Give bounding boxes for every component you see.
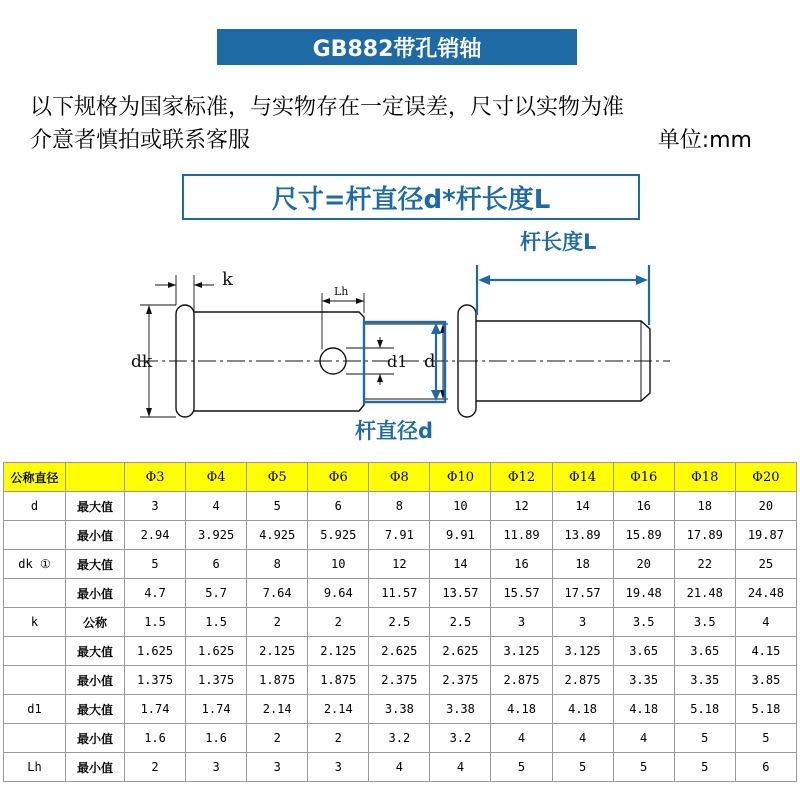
table-cell: 4.7	[125, 579, 186, 608]
table-cell: 8	[369, 492, 430, 521]
table-cell: 5	[613, 753, 674, 782]
row-attribute	[4, 521, 66, 550]
table-cell: 18	[674, 492, 735, 521]
table-cell: 3.35	[674, 666, 735, 695]
size-formula: 尺寸=杆直径d*杆长度L	[182, 174, 640, 220]
table-cell: 9.91	[430, 521, 491, 550]
table-cell: 5	[674, 724, 735, 753]
table-cell: 3.5	[613, 608, 674, 637]
table-cell: 5	[491, 753, 552, 782]
table-cell: 2	[247, 608, 308, 637]
row-kind: 最小值	[66, 724, 125, 753]
spec-table	[3, 462, 797, 782]
table-cell: 3.5	[674, 608, 735, 637]
row-attribute: k	[4, 608, 66, 637]
table-cell: 17.57	[552, 579, 613, 608]
table-cell: 13.57	[430, 579, 491, 608]
row-kind: 最小值	[66, 753, 125, 782]
table-cell: 3.35	[613, 666, 674, 695]
table-cell: 3	[125, 492, 186, 521]
table-cell: 4	[430, 753, 491, 782]
table-cell: 1.375	[125, 666, 186, 695]
size-header: Φ8	[369, 463, 430, 492]
size-header: Φ16	[613, 463, 674, 492]
table-cell: 4	[552, 724, 613, 753]
table-cell: 2.125	[247, 637, 308, 666]
table-cell: 10	[308, 550, 369, 579]
table-cell: 4	[735, 608, 796, 637]
table-cell: 1.625	[186, 637, 247, 666]
table-cell: 2.125	[308, 637, 369, 666]
table-cell: 4	[186, 492, 247, 521]
diameter-label: 杆直径d	[355, 419, 434, 443]
table-cell: 3.38	[369, 695, 430, 724]
table-cell: 22	[674, 550, 735, 579]
dk-label: dk	[131, 352, 153, 372]
d-label: d	[424, 351, 436, 372]
table-cell: 2.94	[125, 521, 186, 550]
row-kind: 最大值	[66, 492, 125, 521]
table-cell: 2	[308, 608, 369, 637]
table-cell: 20	[735, 492, 796, 521]
row-kind: 最小值	[66, 521, 125, 550]
row-attribute: Lh	[4, 753, 66, 782]
row-attribute: dk ①	[4, 550, 66, 579]
size-header: Φ14	[552, 463, 613, 492]
table-cell: 13.89	[552, 521, 613, 550]
table-cell: 4.18	[491, 695, 552, 724]
table-cell: 7.91	[369, 521, 430, 550]
table-cell: 5.18	[674, 695, 735, 724]
row-kind: 最大值	[66, 550, 125, 579]
table-row	[4, 521, 797, 550]
table-cell: 16	[613, 492, 674, 521]
table-cell: 1.6	[186, 724, 247, 753]
size-header: Φ4	[186, 463, 247, 492]
table-cell: 14	[552, 492, 613, 521]
header-blank	[66, 463, 125, 492]
table-cell: 8	[247, 550, 308, 579]
table-cell: 7.64	[247, 579, 308, 608]
table-cell: 5.7	[186, 579, 247, 608]
table-cell: 10	[430, 492, 491, 521]
table-cell: 5	[552, 753, 613, 782]
table-cell: 5	[125, 550, 186, 579]
row-kind: 公称	[66, 608, 125, 637]
table-cell: 4	[613, 724, 674, 753]
table-cell: 2.625	[430, 637, 491, 666]
table-cell: 3	[308, 753, 369, 782]
table-cell: 3.38	[430, 695, 491, 724]
size-header: Φ18	[674, 463, 735, 492]
table-header-row	[4, 463, 797, 492]
table-row	[4, 666, 797, 695]
size-header: Φ12	[491, 463, 552, 492]
row-kind: 最大值	[66, 695, 125, 724]
table-cell: 2.875	[552, 666, 613, 695]
table-cell: 6	[186, 550, 247, 579]
table-cell: 2.14	[308, 695, 369, 724]
table-cell: 4.18	[552, 695, 613, 724]
table-cell: 3.85	[735, 666, 796, 695]
table-cell: 5	[735, 724, 796, 753]
notice-disclaimer: 介意者慎拍或联系客服	[30, 128, 251, 153]
table-cell: 1.375	[186, 666, 247, 695]
table-cell: 19.87	[735, 521, 796, 550]
size-header: Φ6	[308, 463, 369, 492]
table-cell: 15.57	[491, 579, 552, 608]
table-cell: 3	[247, 753, 308, 782]
table-cell: 1.625	[125, 637, 186, 666]
table-cell: 16	[491, 550, 552, 579]
table-cell: 12	[369, 550, 430, 579]
table-cell: 1.5	[186, 608, 247, 637]
row-attribute	[4, 724, 66, 753]
length-label: 杆长度L	[520, 230, 597, 254]
table-cell: 5.18	[735, 695, 796, 724]
table-cell: 3.2	[430, 724, 491, 753]
table-cell: 5.925	[308, 521, 369, 550]
size-header: Φ10	[430, 463, 491, 492]
table-cell: 3	[491, 608, 552, 637]
table-cell: 17.89	[674, 521, 735, 550]
table-cell: 3.125	[552, 637, 613, 666]
table-cell: 15.89	[613, 521, 674, 550]
table-cell: 9.64	[308, 579, 369, 608]
table-row	[4, 492, 797, 521]
table-row	[4, 724, 797, 753]
table-cell: 6	[308, 492, 369, 521]
row-kind: 最大值	[66, 637, 125, 666]
notice-line-1: 以下规格为国家标准，与实物存在一定误差，尺寸以实物为准	[30, 95, 625, 120]
table-cell: 2.5	[369, 608, 430, 637]
notice-line-2	[30, 127, 752, 155]
lh-label: Lh	[334, 285, 349, 298]
page-title: GB882带孔销轴	[217, 29, 577, 65]
table-cell: 19.48	[613, 579, 674, 608]
table-cell: 1.74	[125, 695, 186, 724]
table-cell: 3.2	[369, 724, 430, 753]
table-cell: 2.875	[491, 666, 552, 695]
table-cell: 5	[247, 492, 308, 521]
table-cell: 2.5	[430, 608, 491, 637]
row-attribute	[4, 637, 66, 666]
table-cell: 3	[186, 753, 247, 782]
size-header: Φ20	[735, 463, 796, 492]
table-cell: 21.48	[674, 579, 735, 608]
table-cell: 2	[125, 753, 186, 782]
size-header: Φ3	[125, 463, 186, 492]
table-cell: 4.925	[247, 521, 308, 550]
row-attribute: d1	[4, 695, 66, 724]
d1-label: d1	[387, 352, 408, 371]
table-cell: 12	[491, 492, 552, 521]
table-cell: 1.74	[186, 695, 247, 724]
table-cell: 2.625	[369, 637, 430, 666]
table-cell: 25	[735, 550, 796, 579]
table-cell: 1.5	[125, 608, 186, 637]
table-row	[4, 579, 797, 608]
table-cell: 3.65	[674, 637, 735, 666]
table-cell: 4.15	[735, 637, 796, 666]
table-row	[4, 753, 797, 782]
table-cell: 18	[552, 550, 613, 579]
table-cell: 24.48	[735, 579, 796, 608]
table-cell: 20	[613, 550, 674, 579]
table-cell: 1.875	[247, 666, 308, 695]
table-row	[4, 695, 797, 724]
row-attribute: d	[4, 492, 66, 521]
table-cell: 4	[369, 753, 430, 782]
table-row	[4, 637, 797, 666]
table-cell: 4.18	[613, 695, 674, 724]
table-cell: 2.14	[247, 695, 308, 724]
table-cell: 2.375	[430, 666, 491, 695]
table-cell: 2	[308, 724, 369, 753]
table-cell: 3	[552, 608, 613, 637]
table-cell: 5	[674, 753, 735, 782]
unit-label: 单位:mm	[657, 128, 752, 153]
table-cell: 1.6	[125, 724, 186, 753]
table-cell: 14	[430, 550, 491, 579]
table-cell: 4	[491, 724, 552, 753]
row-attribute	[4, 579, 66, 608]
table-cell: 1.875	[308, 666, 369, 695]
row-kind: 最小值	[66, 579, 125, 608]
table-cell: 11.89	[491, 521, 552, 550]
pin-diagram	[0, 225, 800, 450]
table-cell: 2.375	[369, 666, 430, 695]
size-header: Φ5	[247, 463, 308, 492]
table-cell: 2	[247, 724, 308, 753]
table-cell: 3.125	[491, 637, 552, 666]
table-row	[4, 608, 797, 637]
table-cell: 3.65	[613, 637, 674, 666]
row-attribute	[4, 666, 66, 695]
header-label: 公称直径	[4, 463, 66, 492]
table-row	[4, 550, 797, 579]
row-kind: 最小值	[66, 666, 125, 695]
table-cell: 11.57	[369, 579, 430, 608]
table-cell: 6	[735, 753, 796, 782]
left-pin-shank	[194, 312, 364, 411]
table-cell: 3.925	[186, 521, 247, 550]
k-label: k	[222, 269, 233, 290]
